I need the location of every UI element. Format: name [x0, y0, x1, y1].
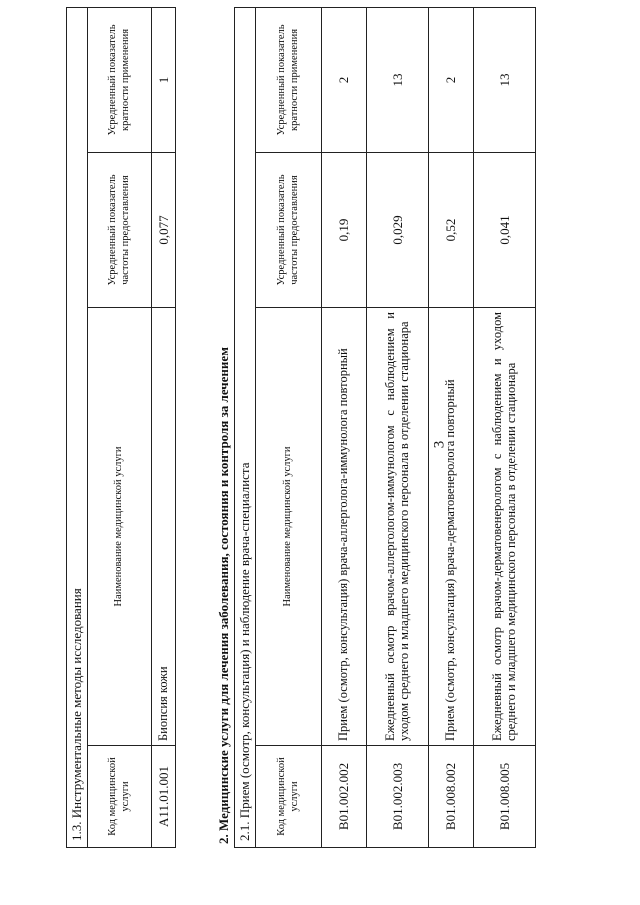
specialist-visits-table [234, 7, 536, 848]
multiplicity-value: 1 [152, 7, 176, 152]
table-row [474, 7, 536, 847]
section-2-heading: 2. Медицинские услуги для лечения заболевания, состояния и контроля за лечением [216, 346, 231, 844]
multiplicity-value: 13 [474, 7, 536, 152]
subsection-label: 2.1. Прием (осмотр, консультация) и наблюдение врача-специалиста [235, 7, 256, 847]
table-row [367, 7, 429, 847]
service-name: Ежедневный осмотр врачом-дерматовенерологом с наблюдением и уходом среднего и младшего медицинского персонала в отделении стационара [474, 308, 536, 746]
header-frequency: Усредненный показатель частоты предоставления [256, 153, 322, 308]
service-name: Ежедневный осмотр врачом-аллергологом-иммунологом с наблюдением и уходом среднего и младшего медицинского персонала в отделении стационара [367, 308, 429, 746]
section-label: 1.3. Инструментальные методы исследования [67, 7, 88, 847]
table-row [322, 7, 367, 847]
multiplicity-value: 2 [429, 7, 474, 152]
frequency-value: 0,077 [152, 153, 176, 308]
header-code: Код медицинской услуги [256, 746, 322, 848]
service-code: B01.008.002 [429, 746, 474, 848]
multiplicity-value: 13 [367, 7, 429, 152]
frequency-value: 0,52 [429, 153, 474, 308]
table-row [152, 7, 176, 847]
section-2-container [216, 8, 536, 848]
header-multiplicity: Усредненный показатель кратности применения [256, 7, 322, 152]
service-name: Прием (осмотр, консультация) врача-аллерголога-иммунолога повторный [322, 308, 367, 746]
service-name: Биопсия кожи [152, 308, 176, 746]
page-number: 3 [431, 440, 448, 449]
service-code: A11.01.001 [152, 746, 176, 848]
header-name: Наименование медицинской услуги [88, 308, 152, 746]
service-code: B01.002.003 [367, 746, 429, 848]
frequency-value: 0,041 [474, 153, 536, 308]
table-row [429, 7, 474, 847]
frequency-value: 0,19 [322, 153, 367, 308]
service-code: B01.002.002 [322, 746, 367, 848]
table-1-container [66, 8, 176, 848]
header-multiplicity: Усредненный показатель кратности применения [88, 7, 152, 152]
frequency-value: 0,029 [367, 153, 429, 308]
service-name: Прием (осмотр, консультация) врача-дерматовенеролога повторный [429, 308, 474, 746]
service-code: B01.008.005 [474, 746, 536, 848]
header-frequency: Усредненный показатель частоты предоставления [88, 153, 152, 308]
header-code: Код медицинской услуги [88, 746, 152, 848]
multiplicity-value: 2 [322, 7, 367, 152]
instrumental-methods-table [66, 7, 176, 848]
header-name: Наименование медицинской услуги [256, 308, 322, 746]
